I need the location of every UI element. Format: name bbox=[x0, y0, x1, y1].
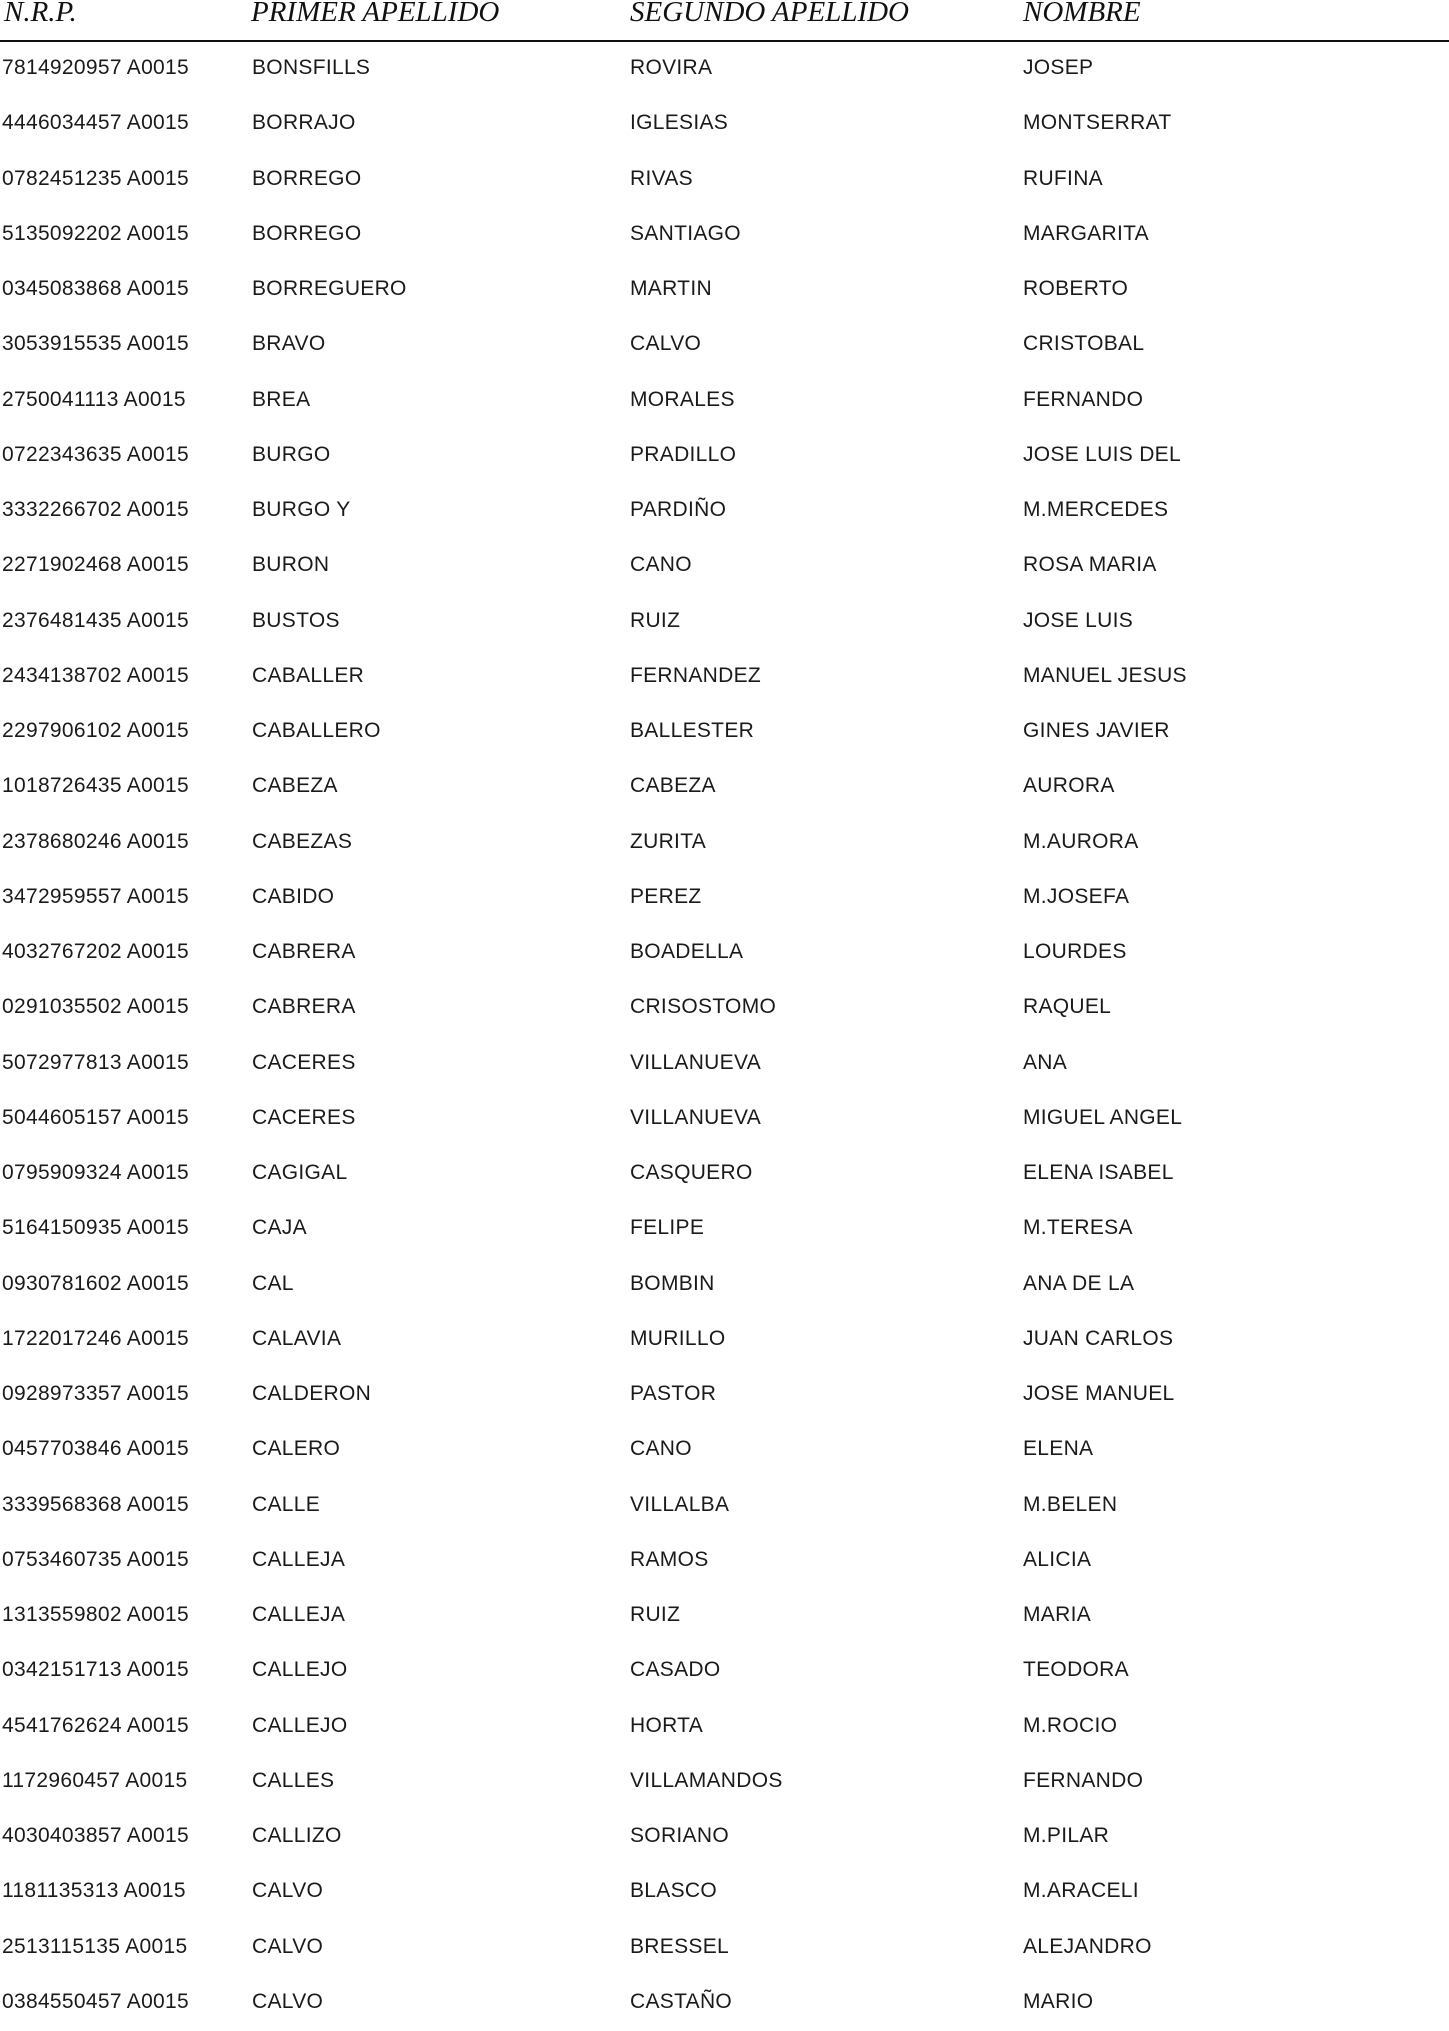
table-row bbox=[0, 263, 1449, 318]
cell-nrp: 1018726435 A0015 bbox=[2, 774, 189, 798]
table-row bbox=[0, 1092, 1449, 1147]
cell-nrp: 4541762624 A0015 bbox=[2, 1713, 189, 1737]
cell-segundo-apellido: FERNANDEZ bbox=[630, 663, 762, 687]
cell-primer-apellido: BORRAJO bbox=[252, 111, 356, 135]
cell-nombre: FERNANDO bbox=[1023, 387, 1144, 411]
cell-primer-apellido: CAJA bbox=[252, 1216, 307, 1240]
cell-nrp: 0722343635 A0015 bbox=[2, 442, 189, 466]
table-row bbox=[0, 981, 1449, 1036]
cell-nrp: 5072977813 A0015 bbox=[2, 1050, 189, 1074]
cell-nombre: ALEJANDRO bbox=[1023, 1934, 1152, 1958]
cell-nrp: 0782451235 A0015 bbox=[2, 166, 189, 190]
cell-segundo-apellido: ROVIRA bbox=[630, 56, 713, 79]
cell-primer-apellido: CABRERA bbox=[252, 995, 356, 1019]
table-row bbox=[0, 1479, 1449, 1534]
header-segundo-apellido: SEGUNDO APELLIDO bbox=[630, 0, 909, 28]
table-body bbox=[0, 42, 1449, 2031]
cell-segundo-apellido: MARTIN bbox=[630, 277, 712, 300]
table-row bbox=[0, 318, 1449, 373]
table-row bbox=[0, 1313, 1449, 1368]
cell-segundo-apellido: VILLAMANDOS bbox=[630, 1768, 783, 1792]
cell-nombre: ANA bbox=[1023, 1050, 1068, 1074]
cell-nombre: CRISTOBAL bbox=[1023, 332, 1145, 356]
table-row bbox=[0, 595, 1449, 650]
cell-nombre: M.MERCEDES bbox=[1023, 498, 1169, 521]
cell-nrp: 4446034457 A0015 bbox=[2, 111, 189, 135]
cell-nrp: 0930781602 A0015 bbox=[2, 1271, 189, 1295]
table-row bbox=[0, 539, 1449, 594]
cell-nombre: JUAN CARLOS bbox=[1023, 1326, 1174, 1350]
cell-segundo-apellido: BOADELLA bbox=[630, 940, 744, 963]
cell-nombre: ALICIA bbox=[1023, 1547, 1092, 1571]
cell-segundo-apellido: BRESSEL bbox=[630, 1934, 729, 1958]
table-row bbox=[0, 1810, 1449, 1865]
cell-primer-apellido: CALLES bbox=[252, 1768, 335, 1792]
cell-primer-apellido: CALLEJO bbox=[252, 1713, 348, 1737]
cell-segundo-apellido: VILLANUEVA bbox=[630, 1105, 761, 1129]
cell-primer-apellido: CALLEJA bbox=[252, 1547, 346, 1571]
cell-segundo-apellido: BOMBIN bbox=[630, 1271, 715, 1295]
cell-primer-apellido: BORREGO bbox=[252, 221, 362, 245]
table-row bbox=[0, 374, 1449, 429]
cell-nombre: M.TERESA bbox=[1023, 1216, 1133, 1240]
cell-primer-apellido: CALERO bbox=[252, 1437, 341, 1461]
cell-primer-apellido: CABALLERO bbox=[252, 719, 381, 742]
cell-segundo-apellido: BLASCO bbox=[630, 1879, 717, 1903]
cell-nrp: 5164150935 A0015 bbox=[2, 1216, 189, 1240]
cell-primer-apellido: CACERES bbox=[252, 1050, 356, 1074]
cell-nrp: 0753460735 A0015 bbox=[2, 1547, 189, 1571]
cell-nombre: GINES JAVIER bbox=[1023, 719, 1170, 742]
table-header bbox=[0, 0, 1449, 42]
cell-segundo-apellido: CANO bbox=[630, 553, 692, 577]
table-row bbox=[0, 926, 1449, 981]
cell-nrp: 0928973357 A0015 bbox=[2, 1382, 189, 1405]
cell-nombre: ELENA bbox=[1023, 1437, 1094, 1461]
cell-nombre: M.AURORA bbox=[1023, 829, 1139, 853]
cell-nrp: 0795909324 A0015 bbox=[2, 1161, 189, 1184]
cell-nrp: 3053915535 A0015 bbox=[2, 332, 189, 356]
table-row bbox=[0, 1755, 1449, 1810]
cell-nombre: TEODORA bbox=[1023, 1658, 1129, 1682]
cell-primer-apellido: BURON bbox=[252, 553, 330, 577]
cell-segundo-apellido: CANO bbox=[630, 1437, 692, 1461]
table-row bbox=[0, 1258, 1449, 1313]
table-row bbox=[0, 1534, 1449, 1589]
cell-primer-apellido: CABRERA bbox=[252, 940, 356, 963]
cell-primer-apellido: CALVO bbox=[252, 1934, 324, 1958]
cell-primer-apellido: CABEZA bbox=[252, 774, 338, 798]
cell-segundo-apellido: MORALES bbox=[630, 387, 735, 411]
cell-nrp: 0342151713 A0015 bbox=[2, 1658, 189, 1682]
cell-primer-apellido: BREA bbox=[252, 387, 311, 411]
cell-nrp: 0384550457 A0015 bbox=[2, 1989, 189, 2013]
cell-primer-apellido: CALLE bbox=[252, 1492, 321, 1516]
cell-nombre: M.ROCIO bbox=[1023, 1713, 1118, 1737]
cell-primer-apellido: BRAVO bbox=[252, 332, 326, 356]
cell-nombre: FERNANDO bbox=[1023, 1768, 1144, 1792]
cell-segundo-apellido: PARDIÑO bbox=[630, 498, 727, 521]
cell-primer-apellido: CALLEJO bbox=[252, 1658, 348, 1682]
cell-segundo-apellido: FELIPE bbox=[630, 1216, 705, 1240]
cell-nombre: RUFINA bbox=[1023, 166, 1103, 190]
cell-nrp: 1172960457 A0015 bbox=[2, 1768, 188, 1792]
cell-segundo-apellido: SANTIAGO bbox=[630, 221, 741, 245]
cell-nrp: 1313559802 A0015 bbox=[2, 1603, 189, 1626]
cell-nrp: 3472959557 A0015 bbox=[2, 884, 189, 908]
cell-nombre: ANA DE LA bbox=[1023, 1271, 1135, 1295]
cell-nrp: 1722017246 A0015 bbox=[2, 1326, 189, 1350]
cell-nombre: JOSE LUIS DEL bbox=[1023, 442, 1181, 466]
table-row bbox=[0, 153, 1449, 208]
cell-segundo-apellido: BALLESTER bbox=[630, 719, 755, 742]
cell-segundo-apellido: VILLALBA bbox=[630, 1492, 730, 1516]
cell-primer-apellido: CALLIZO bbox=[252, 1824, 342, 1847]
table-row bbox=[0, 1921, 1449, 1976]
table-row bbox=[0, 42, 1449, 97]
cell-primer-apellido: BORREGUERO bbox=[252, 277, 407, 300]
cell-segundo-apellido: CALVO bbox=[630, 332, 702, 356]
cell-primer-apellido: CABALLER bbox=[252, 663, 365, 687]
cell-primer-apellido: BUSTOS bbox=[252, 608, 340, 632]
cell-segundo-apellido: MURILLO bbox=[630, 1326, 726, 1350]
cell-segundo-apellido: RAMOS bbox=[630, 1547, 709, 1571]
table-row bbox=[0, 1644, 1449, 1699]
cell-nombre: M.BELEN bbox=[1023, 1492, 1118, 1516]
cell-nrp: 1181135313 A0015 bbox=[2, 1879, 186, 1903]
cell-primer-apellido: CAGIGAL bbox=[252, 1161, 348, 1184]
cell-nombre: AURORA bbox=[1023, 774, 1115, 798]
table-row bbox=[0, 1147, 1449, 1202]
cell-nombre: ELENA ISABEL bbox=[1023, 1161, 1174, 1184]
table-row bbox=[0, 650, 1449, 705]
table-row bbox=[0, 429, 1449, 484]
cell-segundo-apellido: RUIZ bbox=[630, 1603, 681, 1626]
table-row bbox=[0, 97, 1449, 152]
cell-nrp: 4032767202 A0015 bbox=[2, 940, 189, 963]
cell-nrp: 0345083868 A0015 bbox=[2, 277, 189, 300]
cell-primer-apellido: CALLEJA bbox=[252, 1603, 346, 1626]
cell-nrp: 2271902468 A0015 bbox=[2, 553, 189, 577]
cell-nrp: 5135092202 A0015 bbox=[2, 221, 189, 245]
cell-nombre: M.JOSEFA bbox=[1023, 884, 1130, 908]
cell-segundo-apellido: HORTA bbox=[630, 1713, 704, 1737]
cell-primer-apellido: CALVO bbox=[252, 1879, 324, 1903]
cell-nrp: 2434138702 A0015 bbox=[2, 663, 189, 687]
cell-segundo-apellido: PEREZ bbox=[630, 884, 702, 908]
cell-nrp: 2376481435 A0015 bbox=[2, 608, 189, 632]
table-row bbox=[0, 1037, 1449, 1092]
table-row bbox=[0, 1976, 1449, 2031]
cell-primer-apellido: BONSFILLS bbox=[252, 56, 371, 79]
cell-nrp: 0291035502 A0015 bbox=[2, 995, 189, 1019]
cell-primer-apellido: BURGO Y bbox=[252, 498, 351, 521]
table-row bbox=[0, 1368, 1449, 1423]
header-primer-apellido: PRIMER APELLIDO bbox=[251, 0, 500, 28]
table-row bbox=[0, 871, 1449, 926]
cell-nrp: 5044605157 A0015 bbox=[2, 1105, 189, 1129]
table-row bbox=[0, 484, 1449, 539]
cell-nombre: MARIO bbox=[1023, 1989, 1094, 2013]
cell-nombre: MONTSERRAT bbox=[1023, 111, 1172, 135]
cell-nombre: MARIA bbox=[1023, 1603, 1092, 1626]
cell-segundo-apellido: PRADILLO bbox=[630, 442, 737, 466]
cell-primer-apellido: CAL bbox=[252, 1271, 294, 1295]
cell-nombre: M.ARACELI bbox=[1023, 1879, 1139, 1903]
cell-nrp: 2297906102 A0015 bbox=[2, 719, 189, 742]
table-row bbox=[0, 1589, 1449, 1644]
cell-segundo-apellido: CASQUERO bbox=[630, 1161, 753, 1184]
cell-segundo-apellido: RUIZ bbox=[630, 608, 681, 632]
cell-nombre: ROBERTO bbox=[1023, 277, 1129, 300]
cell-primer-apellido: CABIDO bbox=[252, 884, 335, 908]
cell-segundo-apellido: PASTOR bbox=[630, 1382, 717, 1405]
cell-nrp: 2378680246 A0015 bbox=[2, 829, 189, 853]
table-row bbox=[0, 760, 1449, 815]
cell-segundo-apellido: ZURITA bbox=[630, 829, 707, 853]
cell-primer-apellido: CALDERON bbox=[252, 1382, 372, 1405]
cell-segundo-apellido: RIVAS bbox=[630, 166, 693, 190]
cell-nrp: 2750041113 A0015 bbox=[2, 387, 186, 411]
cell-nrp: 0457703846 A0015 bbox=[2, 1437, 189, 1461]
cell-nombre: ROSA MARIA bbox=[1023, 553, 1157, 577]
cell-segundo-apellido: CASTAÑO bbox=[630, 1989, 733, 2013]
table-row bbox=[0, 1700, 1449, 1755]
cell-segundo-apellido: VILLANUEVA bbox=[630, 1050, 761, 1074]
table-row bbox=[0, 1423, 1449, 1478]
table-row bbox=[0, 208, 1449, 263]
cell-primer-apellido: CACERES bbox=[252, 1105, 356, 1129]
cell-nombre: MARGARITA bbox=[1023, 221, 1149, 245]
table-row bbox=[0, 816, 1449, 871]
cell-primer-apellido: BORREGO bbox=[252, 166, 362, 190]
cell-primer-apellido: CALVO bbox=[252, 1989, 324, 2013]
cell-segundo-apellido: IGLESIAS bbox=[630, 111, 729, 135]
cell-nombre: JOSE MANUEL bbox=[1023, 1382, 1175, 1405]
cell-nrp: 3332266702 A0015 bbox=[2, 498, 189, 521]
cell-nombre: LOURDES bbox=[1023, 940, 1127, 963]
cell-segundo-apellido: CABEZA bbox=[630, 774, 716, 798]
cell-nrp: 3339568368 A0015 bbox=[2, 1492, 189, 1516]
header-nrp: N.R.P. bbox=[4, 0, 77, 28]
cell-nombre: MANUEL JESUS bbox=[1023, 663, 1187, 687]
cell-nombre: JOSE LUIS bbox=[1023, 608, 1134, 632]
cell-segundo-apellido: CRISOSTOMO bbox=[630, 995, 777, 1019]
cell-segundo-apellido: CASADO bbox=[630, 1658, 721, 1682]
table-row bbox=[0, 705, 1449, 760]
cell-primer-apellido: CALAVIA bbox=[252, 1326, 342, 1350]
table-row bbox=[0, 1865, 1449, 1920]
cell-primer-apellido: CABEZAS bbox=[252, 829, 353, 853]
table-row bbox=[0, 1202, 1449, 1257]
cell-nrp: 7814920957 A0015 bbox=[2, 56, 189, 79]
cell-nombre: RAQUEL bbox=[1023, 995, 1112, 1019]
header-nombre: NOMBRE bbox=[1023, 0, 1141, 28]
cell-nombre: MIGUEL ANGEL bbox=[1023, 1105, 1183, 1129]
cell-nrp: 4030403857 A0015 bbox=[2, 1824, 189, 1847]
cell-primer-apellido: BURGO bbox=[252, 442, 331, 466]
cell-nrp: 2513115135 A0015 bbox=[2, 1934, 188, 1958]
cell-segundo-apellido: SORIANO bbox=[630, 1824, 729, 1847]
cell-nombre: M.PILAR bbox=[1023, 1824, 1110, 1847]
cell-nombre: JOSEP bbox=[1023, 56, 1094, 79]
